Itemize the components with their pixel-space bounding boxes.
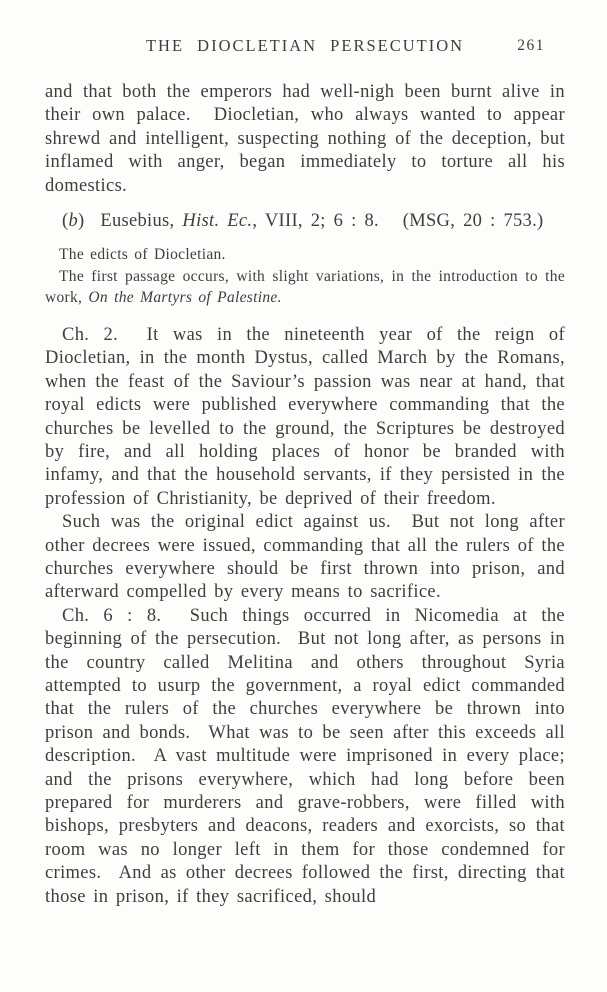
paragraph-4 xyxy=(45,266,565,309)
paragraph-5 xyxy=(45,324,565,511)
text-run: ) Eusebius, xyxy=(78,211,183,232)
paragraph-2 xyxy=(45,210,565,233)
italic-text-run: On the Martyrs of Palestine. xyxy=(88,289,282,307)
text-run: , VIII, 2; 6 : 8. (MSG, 20 : 753.) xyxy=(252,211,544,232)
text-run: and that both the emperors had well-nigh been burnt alive in their own palace. Diocletian, who always wanted to appear shrewd and intelligent, suspecting nothing of the deception, but inflamed with anger, began immediately to torture all his domestics. xyxy=(45,82,565,196)
page-body xyxy=(45,81,565,909)
text-run: Ch. 6 : 8. Such things occurred in Nicomedia at the beginning of the persecution. But not long after, as persons in the country called Melitina and others throughout Syria attempted to usurp the government, a royal edict commanded that the rulers of the churches everywhere be thrown into prison and bonds. What was to be seen after this exceeds all description. A vast multitude were imprisoned in every place; and the prisons everywhere, which had long before been prepared for murderers and grave-robbers, were filled with bishops, presbyters and deacons, readers and exorcists, so that room was no longer left in them for those condemned for crimes. And as other decrees followed the first, directing that those in prison, if they sacrificed, should xyxy=(45,605,565,907)
text-run: Such was the original edict against us. But not long after other decrees were issued, commanding that all the rulers of the churches everywhere should be first thrown into prison, and afterward compelled by every means to sacrifice. xyxy=(45,512,565,603)
page-number: 261 xyxy=(517,37,545,54)
paragraph-7 xyxy=(45,605,565,909)
text-run: Ch. 2. It was in the nineteenth year of the reign of Diocletian, in the month Dystus, called March by the Romans, when the feast of the Saviour’s passion was near at hand, that royal edicts were published everywhere commanding that the churches be levelled to the ground, the Scriptures be destroyed by fire, and all holding places of honor be branded with infamy, and that the household servants, if they persisted in the profession of Christianity, be deprived of their freedom. xyxy=(45,324,565,509)
text-run: The edicts of Diocletian. xyxy=(59,246,226,264)
italic-text-run: b xyxy=(68,211,79,232)
text-run: The first passage occurs, with slight variations, in the introduction to the work, xyxy=(45,267,565,307)
italic-text-run: Hist. Ec. xyxy=(182,211,253,232)
paragraph-1 xyxy=(45,81,565,198)
paragraph-3 xyxy=(45,244,565,266)
paragraph-6 xyxy=(45,511,565,605)
text-run: ( xyxy=(62,211,69,232)
running-title: THE DIOCLETIAN PERSECUTION xyxy=(145,36,465,55)
page-header xyxy=(45,36,565,56)
